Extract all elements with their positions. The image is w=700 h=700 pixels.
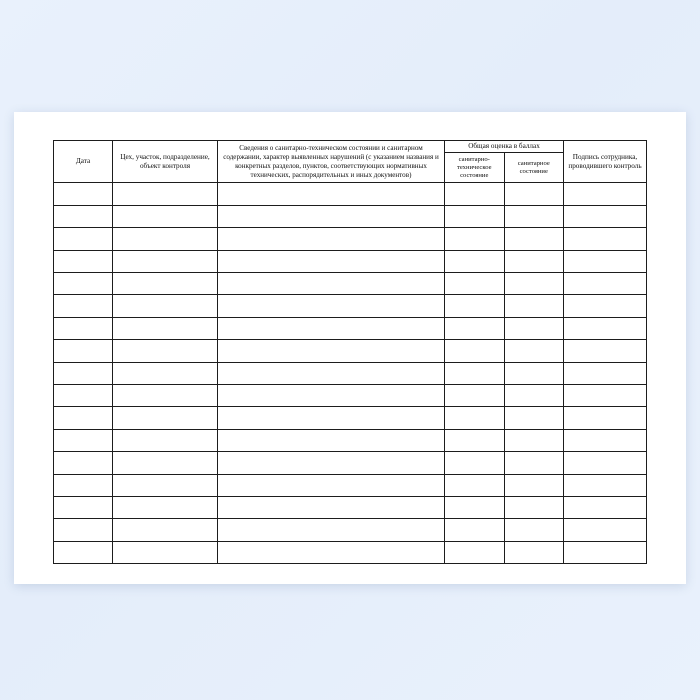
row-cell-score-technical[interactable] (445, 340, 505, 362)
row-cell-date[interactable] (54, 317, 113, 339)
row-cell-date[interactable] (54, 407, 113, 429)
row-cell-score-technical[interactable] (445, 474, 505, 496)
row-cell-signature[interactable] (564, 519, 647, 541)
journal-table (53, 140, 647, 564)
table-row[interactable] (54, 317, 647, 339)
paper-sheet (14, 112, 686, 584)
row-cell-unit[interactable] (113, 340, 218, 362)
row-cell-unit[interactable] (113, 429, 218, 451)
row-cell-score-technical[interactable] (445, 541, 505, 563)
row-cell-unit[interactable] (113, 250, 218, 272)
row-cell-score-technical[interactable] (445, 452, 505, 474)
row-cell-score-technical[interactable] (445, 250, 505, 272)
table-row[interactable] (54, 183, 647, 205)
row-cell-unit[interactable] (113, 205, 218, 227)
row-cell-signature[interactable] (564, 228, 647, 250)
row-cell-score-sanitary[interactable] (504, 452, 564, 474)
row-cell-unit[interactable] (113, 496, 218, 518)
row-cell-unit[interactable] (113, 541, 218, 563)
journal-table-wrapper (53, 140, 647, 564)
row-cell-date[interactable] (54, 541, 113, 563)
header-cell-unit: Цех, участок, подразделение, объект контроля (113, 141, 218, 183)
row-cell-info[interactable] (218, 519, 445, 541)
table-row[interactable] (54, 384, 647, 406)
row-cell-score-sanitary[interactable] (504, 183, 564, 205)
row-cell-signature[interactable] (564, 429, 647, 451)
row-cell-score-sanitary[interactable] (504, 519, 564, 541)
row-cell-signature[interactable] (564, 295, 647, 317)
row-cell-info[interactable] (218, 429, 445, 451)
row-cell-score-sanitary[interactable] (504, 205, 564, 227)
row-cell-signature[interactable] (564, 407, 647, 429)
row-cell-signature[interactable] (564, 384, 647, 406)
table-row[interactable] (54, 273, 647, 295)
row-cell-date[interactable] (54, 519, 113, 541)
row-cell-date[interactable] (54, 250, 113, 272)
header-cell-signature: Подпись сотрудника, проводившего контроль (564, 141, 647, 183)
row-cell-info[interactable] (218, 228, 445, 250)
row-cell-date[interactable] (54, 205, 113, 227)
table-row[interactable] (54, 519, 647, 541)
row-cell-score-sanitary[interactable] (504, 317, 564, 339)
row-cell-date[interactable] (54, 273, 113, 295)
row-cell-unit[interactable] (113, 183, 218, 205)
row-cell-score-sanitary[interactable] (504, 228, 564, 250)
table-row[interactable] (54, 541, 647, 563)
row-cell-info[interactable] (218, 541, 445, 563)
row-cell-score-sanitary[interactable] (504, 541, 564, 563)
table-row[interactable] (54, 250, 647, 272)
table-row[interactable] (54, 452, 647, 474)
row-cell-score-sanitary[interactable] (504, 340, 564, 362)
row-cell-info[interactable] (218, 407, 445, 429)
row-cell-info[interactable] (218, 183, 445, 205)
row-cell-signature[interactable] (564, 452, 647, 474)
row-cell-unit[interactable] (113, 362, 218, 384)
row-cell-signature[interactable] (564, 541, 647, 563)
row-cell-unit[interactable] (113, 273, 218, 295)
row-cell-date[interactable] (54, 228, 113, 250)
table-row[interactable] (54, 407, 647, 429)
header-cell-date: Дата (54, 141, 113, 183)
header-cell-info: Сведения о санитарно-техническом состоянии и санитарном содержании, характер выявленных нарушений (с указанием названия и конкретных разделов, пунктов, соответствующих нормативных технических, распорядительных и иных документов) (218, 141, 445, 183)
table-row[interactable] (54, 496, 647, 518)
row-cell-info[interactable] (218, 452, 445, 474)
row-cell-date[interactable] (54, 362, 113, 384)
row-cell-unit[interactable] (113, 474, 218, 496)
row-cell-score-sanitary[interactable] (504, 496, 564, 518)
row-cell-date[interactable] (54, 429, 113, 451)
table-row[interactable] (54, 362, 647, 384)
row-cell-info[interactable] (218, 384, 445, 406)
table-row[interactable] (54, 295, 647, 317)
row-cell-score-technical[interactable] (445, 407, 505, 429)
table-row[interactable] (54, 340, 647, 362)
row-cell-info[interactable] (218, 250, 445, 272)
row-cell-score-sanitary[interactable] (504, 295, 564, 317)
header-cell-score-group: Общая оценка в баллах (445, 141, 564, 153)
table-row[interactable] (54, 205, 647, 227)
row-cell-unit[interactable] (113, 295, 218, 317)
row-cell-info[interactable] (218, 317, 445, 339)
header-cell-score-sanitary: санитарное состояние (504, 152, 564, 183)
row-cell-signature[interactable] (564, 273, 647, 295)
row-cell-unit[interactable] (113, 384, 218, 406)
row-cell-info[interactable] (218, 205, 445, 227)
row-cell-info[interactable] (218, 496, 445, 518)
row-cell-info[interactable] (218, 340, 445, 362)
row-cell-signature[interactable] (564, 317, 647, 339)
row-cell-score-technical[interactable] (445, 183, 505, 205)
row-cell-score-technical[interactable] (445, 384, 505, 406)
row-cell-info[interactable] (218, 295, 445, 317)
row-cell-signature[interactable] (564, 496, 647, 518)
row-cell-signature[interactable] (564, 474, 647, 496)
row-cell-signature[interactable] (564, 183, 647, 205)
row-cell-signature[interactable] (564, 362, 647, 384)
table-header (54, 141, 647, 183)
row-cell-date[interactable] (54, 295, 113, 317)
row-cell-date[interactable] (54, 474, 113, 496)
header-cell-score-technical: санитарно-техническое состояние (445, 152, 505, 183)
table-body (54, 183, 647, 564)
row-cell-score-sanitary[interactable] (504, 273, 564, 295)
row-cell-date[interactable] (54, 384, 113, 406)
table-row[interactable] (54, 228, 647, 250)
row-cell-score-technical[interactable] (445, 496, 505, 518)
row-cell-signature[interactable] (564, 340, 647, 362)
row-cell-score-technical[interactable] (445, 519, 505, 541)
table-header-row-main (54, 141, 647, 153)
table-row[interactable] (54, 429, 647, 451)
row-cell-unit[interactable] (113, 519, 218, 541)
row-cell-score-sanitary[interactable] (504, 362, 564, 384)
row-cell-signature[interactable] (564, 205, 647, 227)
row-cell-score-technical[interactable] (445, 317, 505, 339)
row-cell-score-technical[interactable] (445, 362, 505, 384)
row-cell-unit[interactable] (113, 317, 218, 339)
row-cell-signature[interactable] (564, 250, 647, 272)
row-cell-score-sanitary[interactable] (504, 429, 564, 451)
row-cell-info[interactable] (218, 474, 445, 496)
row-cell-score-technical[interactable] (445, 205, 505, 227)
row-cell-unit[interactable] (113, 452, 218, 474)
row-cell-score-technical[interactable] (445, 429, 505, 451)
row-cell-unit[interactable] (113, 228, 218, 250)
row-cell-info[interactable] (218, 362, 445, 384)
row-cell-score-sanitary[interactable] (504, 250, 564, 272)
row-cell-score-technical[interactable] (445, 228, 505, 250)
row-cell-info[interactable] (218, 273, 445, 295)
row-cell-score-technical[interactable] (445, 295, 505, 317)
row-cell-score-sanitary[interactable] (504, 474, 564, 496)
table-row[interactable] (54, 474, 647, 496)
row-cell-score-technical[interactable] (445, 273, 505, 295)
row-cell-date[interactable] (54, 496, 113, 518)
row-cell-date[interactable] (54, 452, 113, 474)
row-cell-score-sanitary[interactable] (504, 407, 564, 429)
row-cell-date[interactable] (54, 183, 113, 205)
row-cell-unit[interactable] (113, 407, 218, 429)
row-cell-score-sanitary[interactable] (504, 384, 564, 406)
row-cell-date[interactable] (54, 340, 113, 362)
